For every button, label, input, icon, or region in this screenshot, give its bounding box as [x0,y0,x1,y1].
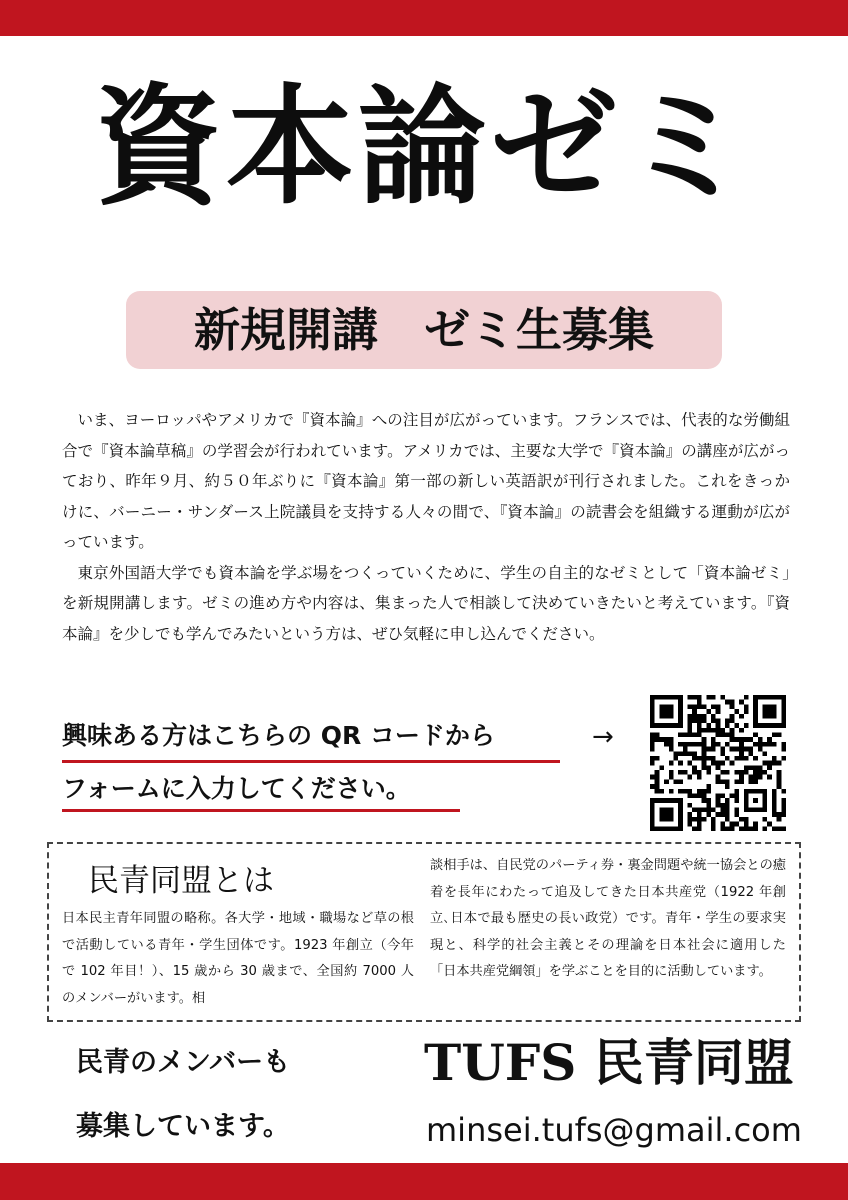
bottom-red-bar [0,1163,848,1200]
top-red-bar [0,0,848,36]
member-recruit-line-2: 募集しています。 [76,1111,290,1142]
contact-email[interactable]: minsei.tufs@gmail.com [426,1111,802,1149]
cta-underline-2 [62,809,460,812]
about-text-left: 日本民主青年同盟の略称。各大学・地域・職場など草の根で活動している青年・学生団体です。1923 年創立（今年で 102 年目！）、15 歳から 30 歳まで、全国約 7000 人のメンバーがいます。相 [62,911,414,1006]
recruitment-banner: 新規開講 ゼミ生募集 [126,291,722,369]
organization-name: TUFS 民青同盟 [424,1033,794,1092]
intro-paragraph-1: いま、ヨーロッパやアメリカで『資本論』への注目が広がっています。フランスでは、代表的な労働組合で『資本論草稿』の学習会が行われています。アメリカでは、主要な大学で『資本論』の講座が広がっており、昨年９月、約５０年ぶりに『資本論』第一部の新しい英語訳が刊行されました。これをきっかけに、バーニー・サンダース上院議員を支持する人々の間で、『資本論』の読書会を組織する運動が広がっています。 [62,411,790,551]
cta-line-1: 興味ある方はこちらの QR コードから [62,721,495,750]
about-text-right: 談相手は、自民党のパーティ券・裏金問題や統一協会との癒着を長年にわたって追及してきた日本共産党（1922 年創立､日本で最も歴史の長い政党）です。青年・学生の要求実現と、科学的社会主義とその理論を日本社会に適用した「日本共産党綱領」を学ぶことを目的に活動しています。 [430,858,786,979]
member-recruit-line-1: 民青のメンバーも [76,1047,291,1078]
intro-text [62,405,790,649]
qr-code-icon[interactable] [650,695,786,831]
about-heading: 民青同盟とは [88,863,274,899]
page-title: 資本論ゼミ [93,72,754,222]
intro-paragraph-2: 東京外国語大学でも資本論を学ぶ場をつくっていくために、学生の自主的なゼミとして「資本論ゼミ」を新規開講します。ゼミの進め方や内容は、集まった人で相談して決めていきたいと考えています。『資本論』を少しでも学んでみたいという方は、ぜひ気軽に申し込んでください。 [62,563,790,643]
cta-line-2: フォームに入力してください。 [62,774,411,803]
cta-underline-1 [62,760,560,763]
arrow-right-icon: → [592,722,614,752]
